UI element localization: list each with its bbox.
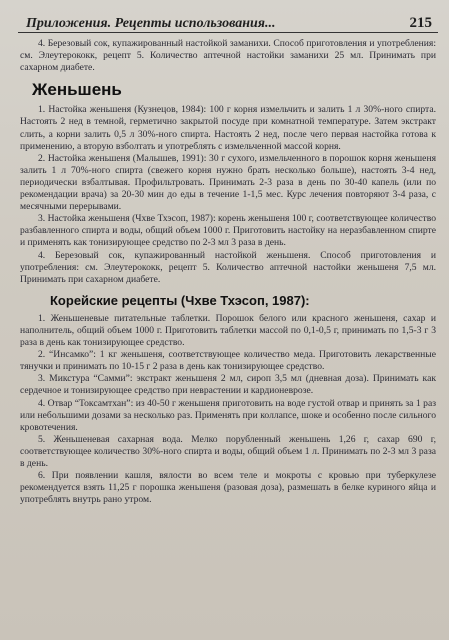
header-title: Приложения. Рецепты использования... [26,16,276,31]
paragraph: 4. Отвар “Токсамтхан”: из 40-50 г женьшеня приготовить на воде густой отвар и принять за 1 раз или небольшими дозами за несколько раз. Применять при коллапсе, шоке и особенно после сильного кровотечения. [20,397,436,433]
paragraph: 2. Настойка женьшеня (Малышев, 1991): 30 г сухого, измельченного в порошок корня женьшеня залить 1 л 70%-ного спирта (свежего корня нужно брать несколько больше), настоять 3-4 нед, периодически взбалтывая. Профильтровать. Принимать 2-3 раза в день по 30-40 капель (или по рекомендации врача) за 20-30 мин до еды в течение 1-1,5 мес. Курс лечения повторяют 3-4 раза, с месячными перерывами. [20,152,436,213]
section-heading-korean-recipes: Корейские рецепты (Чхве Тхэсоп, 1987): [50,292,310,308]
paragraph: 5. Женьшеневая сахарная вода. Мелко порубленный женьшень 1,26 г, сахар 690 г, соответствующее количество 30%-ного спирта и воды, общий объем 1 л. Принимать по 2-3 мл 3 раза в день. [20,433,436,469]
paragraph: 3. Настойка женьшеня (Чхве Тхэсоп, 1987): корень женьшеня 100 г, соответствующее количество разбавленного спирта и воды, общий объем 1000 г. Приготовить настойку на неразбавленном спирте и применять как тонизирующее средство по 2-3 мл 3 раза в день. [20,213,436,249]
intro-paragraph: 4. Березовый сок, купажированный настойкой заманихи. Способ приготовления и употребления: см. Элеутерококк, рецепт 5. Количество аптечной настойки заманихи 25 мл. Принимать при сахарном диабете. [20,38,436,74]
paragraph: 6. При появлении кашля, вялости во всем теле и мокроты с кровью при туберкулезе рекомендуется взять 11,25 г порошка женьшеня (разовая доза), размешать в белке куриного яйца и употреблять внутрь рано утром. [20,470,436,506]
paragraph: 1. Настойка женьшеня (Кузнецов, 1984): 100 г корня измельчить и залить 1 л 30%-ного спирта. Настоять 2 нед в темной, герметично закрытой посуде при комнатной температуре. Затем экстракт слить, а корни залить 0,5 л 30%-ного спирта. Настоять 2 нед, после чего первая настойка готова к применению, а вторую взболтать и употреблять с измельченной массой корня. [20,104,436,152]
page-number: 215 [409,15,432,31]
running-header [18,8,438,33]
paragraph: 1. Женьшеневые питательные таблетки. Порошок белого или красного женьшеня, сахар и наполнитель, общий объем 1000 г. Приготовить таблетки массой по 0,1-0,5 г, принимать по 1,5-3 г 3 раза в день как тонизирующее средство. [20,312,436,349]
paragraph: 3. Микстура “Самми”: экстракт женьшеня 2 мл, сироп 3,5 мл (дневная доза). Принимать как сердечное и тонизирующее средство при неврастении и кардионеврозе. [20,373,436,397]
paragraph: 4. Березовый сок, купажированный настойкой женьшеня. Способ приготовления и употребления: см. Элеутерококк, рецепт 5. Количество аптечной настойки женьшеня 7,5 мл. Принимать при сахарном диабете. [20,249,436,285]
paragraph: 2. “Инсамко”: 1 кг женьшеня, соответствующее количество меда. Приготовить лекарственные тянучки и принимать по 10-15 г 2 раза в день как тонизирующее средство. [20,349,436,373]
section-heading-ginseng: Женьшень [32,80,122,100]
page-body [20,38,436,506]
